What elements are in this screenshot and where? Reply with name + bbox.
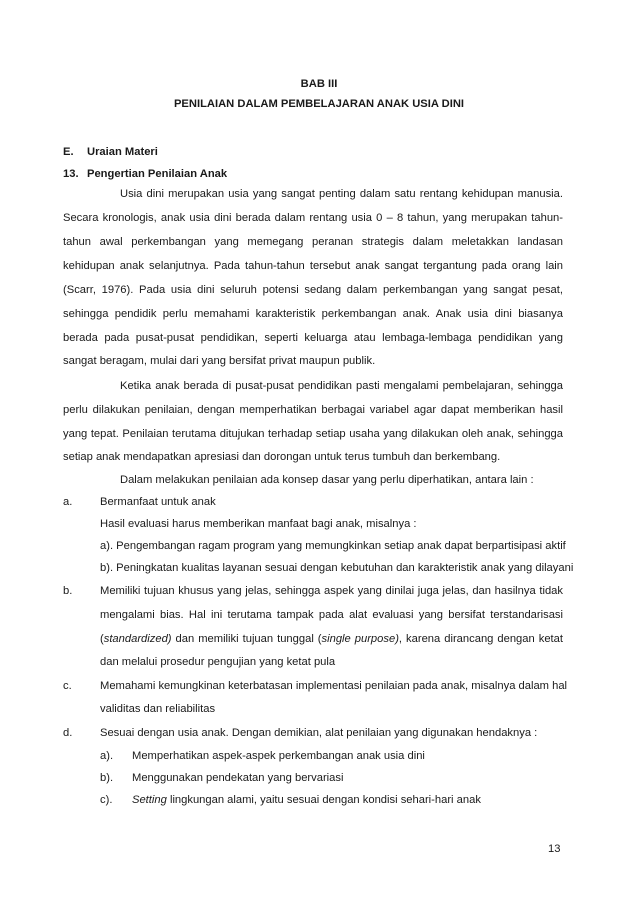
item-c-line2: validitas dan reliabilitas <box>100 703 216 715</box>
section-e-title: Uraian Materi <box>87 146 158 158</box>
item-d-sub-text: Memperhatikan aspek-aspek perkembangan anak usia dini <box>132 750 425 762</box>
item-d-sub-text <box>132 794 481 806</box>
para1-line: (Scarr, 1976). Pada usia dini seluruh potensi sedang dalam perkembangan yang sangat pesat, <box>63 284 563 296</box>
para1-line: sangat beragam, mulai dari yang bersifat privat maupun publik. <box>63 355 376 367</box>
chapter-heading: BAB III <box>300 78 338 90</box>
item-d-line1: Sesuai dengan usia anak. Dengan demikian, alat penilaian yang digunakan hendaknya : <box>100 727 538 739</box>
item-d-italic-term: Setting <box>132 794 167 806</box>
para2-line: setiap anak mendapatkan apresiasi dan dorongan untuk terus tumbuh dan berkembang. <box>63 451 501 463</box>
item-d-sub-label: b). <box>100 772 114 784</box>
item-b-letter: b. <box>63 585 73 597</box>
section-13-number: 13. <box>63 168 79 180</box>
para1-line: Usia dini merupakan usia yang sangat penting dalam satu rentang kehidupan manusia. <box>120 188 563 200</box>
para1-line: Secara kronologis, anak usia dini berada dalam rentang usia 0 – 8 tahun, yang merupakan tahun- <box>63 212 563 224</box>
item-c-line1: Memahami kemungkinan keterbatasan implementasi penilaian pada anak, misalnya dalam hal <box>100 680 568 692</box>
item-a-letter: a. <box>63 496 73 508</box>
section-13-title: Pengertian Penilaian Anak <box>87 168 228 180</box>
item-d-sub-text: Menggunakan pendekatan yang bervariasi <box>132 772 344 784</box>
para1-line: tahun awal perkembangan yang memegang peranan strategis dalam meletakkan landasan <box>63 236 563 248</box>
para2-line: perlu dilakukan penilaian, dengan memperhatikan berbagai variabel agar dapat memberikan hasil <box>63 404 563 416</box>
para2-line: Ketika anak berada di pusat-pusat pendidikan pasti mengalami pembelajaran, sehingga <box>120 380 563 392</box>
item-b-italic-term-2: single purpose) <box>321 633 399 645</box>
item-d-sub-label: a). <box>100 750 114 762</box>
item-a-text: Hasil evaluasi harus memberikan manfaat bagi anak, misalnya : <box>100 518 417 530</box>
item-c-letter: c. <box>63 680 72 692</box>
item-b-line4: dan melalui prosedur pengujian yang ketat pula <box>100 656 336 668</box>
chapter-title: PENILAIAN DALAM PEMBELAJARAN ANAK USIA DINI <box>173 98 465 110</box>
item-d-letter: d. <box>63 727 73 739</box>
para1-line: berada pada pusat-pusat pendidikan, seperti keluarga atau lembaga-lembaga pendidikan yang <box>63 332 563 344</box>
para1-line: kehidupan anak selanjutnya. Pada tahun-tahun tersebut anak sangat tergantung pada orang lain <box>63 260 563 272</box>
item-a-sub1: a). Pengembangan ragam program yang memungkinkan setiap anak dapat berpartisipasi aktif <box>100 540 566 552</box>
page-number: 13 <box>548 843 561 855</box>
para3-line: Dalam melakukan penilaian ada konsep dasar yang perlu diperhatikan, antara lain : <box>120 474 534 486</box>
item-d-sub-label: c). <box>100 794 113 806</box>
item-b-line3-pre: ( <box>100 633 104 645</box>
para2-line: yang tepat. Penilaian terutama ditujukan terhadap setiap usaha yang dilakukan oleh anak, sehingga <box>63 428 563 440</box>
para1-line: sehingga pendidik perlu memahami karakteristik perkembangan anak. Anak usia dini biasanya <box>63 308 563 320</box>
item-d-sub-text-rest: lingkungan alami, yaitu sesuai dengan kondisi sehari-hari anak <box>166 794 481 806</box>
item-b-line3-mid: dan memiliki tujuan tunggal ( <box>171 633 322 645</box>
item-b-italic-term-1: standardized) <box>103 633 172 645</box>
section-e-number: E. <box>63 146 74 158</box>
item-b-line3-post: , karena dirancang dengan ketat <box>398 633 563 645</box>
item-b-line1: Memiliki tujuan khusus yang jelas, sehingga aspek yang dinilai juga jelas, dan hasilnya tidak <box>100 585 563 597</box>
item-b-line3 <box>100 633 563 645</box>
item-b-line2: mengalami bias. Hal ini terutama tampak pada alat evaluasi yang bersifat terstandarisasi <box>100 609 563 621</box>
item-a-title: Bermanfaat untuk anak <box>100 496 216 508</box>
item-a-sub2: b). Peningkatan kualitas layanan sesuai dengan kebutuhan dan karakteristik anak yang dilayani <box>100 562 574 574</box>
